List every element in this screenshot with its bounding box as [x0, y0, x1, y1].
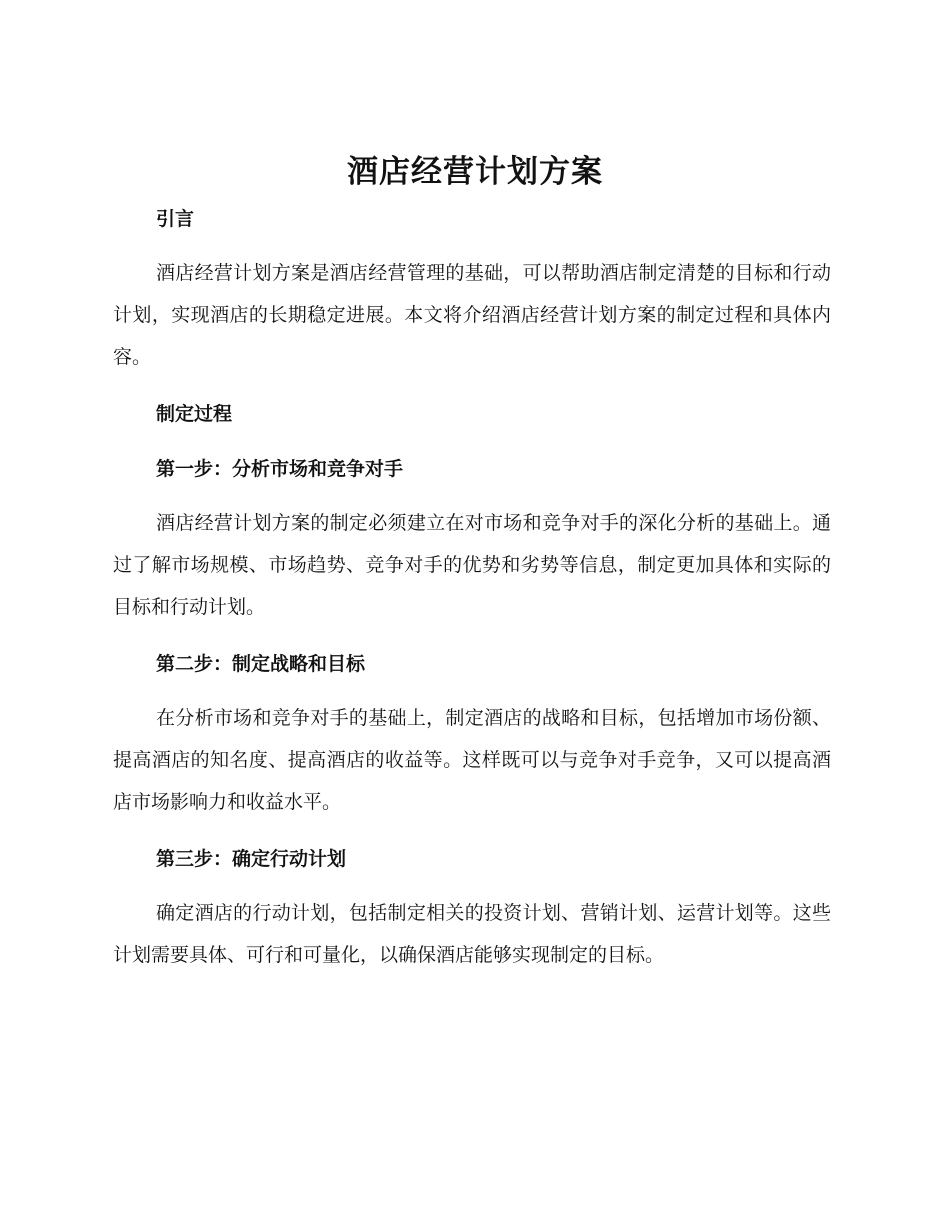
- step2-heading: 第二步：制定战略和目标: [156, 653, 366, 675]
- document-title: 酒店经营计划方案: [347, 154, 603, 190]
- intro-heading: 引言: [156, 208, 195, 230]
- step3-heading: 第三步：确定行动计划: [156, 848, 347, 870]
- step2-paragraph: 在分析市场和竞争对手的基础上，制定酒店的战略和目标，包括增加市场份额、提高酒店的知名度、提高酒店的收益等。这样既可以与竞争对手竞争，又可以提高酒店市场影响力和收益水平。: [113, 707, 831, 813]
- step1-paragraph: 酒店经营计划方案的制定必须建立在对市场和竞争对手的深化分析的基础上。通过了解市场规模、市场趋势、竞争对手的优势和劣势等信息，制定更加具体和实际的目标和行动计划。: [113, 512, 831, 618]
- intro-paragraph: 酒店经营计划方案是酒店经营管理的基础，可以帮助酒店制定清楚的目标和行动计划，实现酒店的长期稳定进展。本文将介绍酒店经营计划方案的制定过程和具体内容。: [113, 262, 831, 368]
- process-heading: 制定过程: [156, 403, 233, 425]
- step1-heading: 第一步：分析市场和竞争对手: [156, 458, 404, 480]
- step3-paragraph: 确定酒店的行动计划，包括制定相关的投资计划、营销计划、运营计划等。这些计划需要具体、可行和可量化，以确保酒店能够实现制定的目标。: [113, 902, 831, 966]
